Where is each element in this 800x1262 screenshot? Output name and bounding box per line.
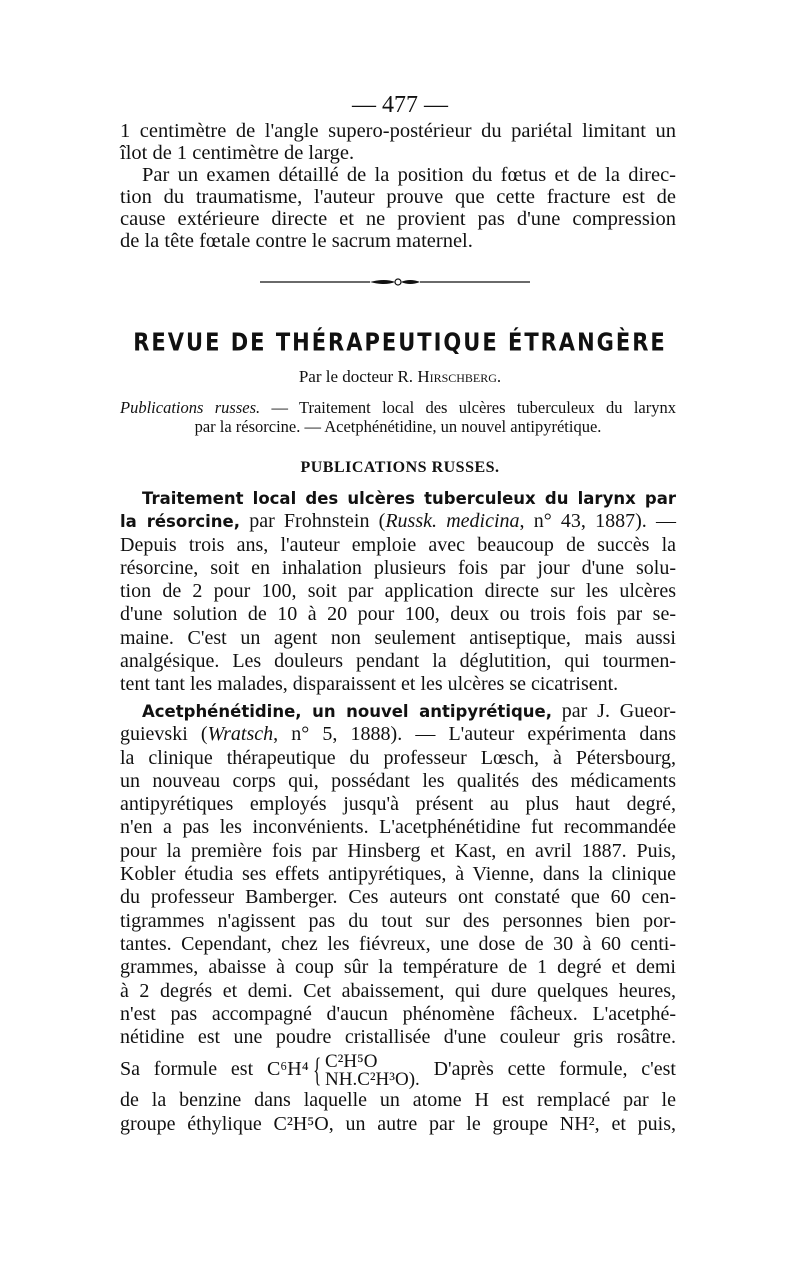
page-number: — 477 — (352, 92, 448, 118)
text-line: de la benzine dans laquelle un atome H est remplacé par le (120, 1089, 676, 1112)
article-title: Traitement local des ulcères tuberculeux du larynx par (142, 489, 676, 508)
article-resorcine (120, 487, 676, 697)
text-line: nétidine est une poudre cristallisée d'une couleur gris rosâtre. (120, 1026, 676, 1049)
journal-name: Russk. medicina (385, 510, 520, 533)
text-line: 1 centimètre de l'angle supero-postérieur du pariétal limitant un (120, 120, 676, 142)
text-line: la résorcine, par Frohnstein (Russk. medicina, n° 43, 1887). — (120, 510, 676, 533)
text-line: antipyrétiques employés jusqu'à présent au plus haut degré, (120, 793, 676, 816)
summary (120, 398, 676, 436)
section-title: REVUE DE THÉRAPEUTIQUE ÉTRANGÈRE (133, 327, 667, 357)
text-line: tion du traumatisme, l'auteur prouve que cette fracture est de (120, 186, 676, 208)
text-line: la clinique thérapeutique du professeur Lœsch, à Pétersbourg, (120, 746, 676, 769)
paragraph-fracture (120, 120, 676, 252)
text-line: Par un examen détaillé de la position du fœtus et de la direc- (142, 164, 676, 186)
text-line: un nouveau corps qui, possédant les qualités des médicaments (120, 769, 676, 792)
summary-category: Publications russes. (120, 398, 261, 417)
article-acetphenetidine (120, 700, 676, 1136)
byline (0, 367, 800, 387)
summary-line: par la résorcine. — Acetphénétidine, un nouvel antipyrétique. (194, 417, 602, 436)
text-line: guievski (Wratsch, n° 5, 1888). — L'auteur expérimenta dans (120, 723, 677, 746)
text-line: tent tant les malades, disparaissent et les ulcères se cicatrisent. (120, 673, 619, 696)
text-line: pour la première fois par Hinsberg et Kast, en avril 1887. Puis, (120, 839, 676, 862)
text-line: d'une solution de 10 à 20 pour 100, deux ou trois fois par se- (120, 603, 676, 626)
text-line: Acetphénétidine, un nouvel antipyrétique, par J. Gueor- (142, 700, 676, 722)
byline-prefix: Par le docteur R. (298, 367, 418, 386)
text-line: du professeur Bamberger. Ces auteurs ont constaté que 60 cen- (120, 886, 676, 909)
article-title: Acetphénétidine, un nouvel antipyrétique, (142, 702, 552, 721)
text-line: analgésique. Les douleurs pendant la déglutition, qui tourmen- (120, 650, 676, 673)
summary-line: Publications russes. — Traitement local des ulcères tuberculeux du larynx (120, 398, 676, 417)
text-line: résorcine, soit en inhalation plusieurs fois par jour d'une solu- (120, 556, 676, 579)
text-line: îlot de 1 centimètre de large. (120, 142, 355, 164)
text-line: grammes, abaisse à coup sûr la température de 1 degré et demi (120, 956, 676, 979)
text-line: Depuis trois ans, l'auteur emploie avec beaucoup de succès la (120, 533, 676, 556)
text-line: groupe éthylique C²H⁵O, un autre par le groupe NH², et puis, (120, 1112, 676, 1135)
article-title-line (120, 487, 676, 510)
subsection-heading: PUBLICATIONS RUSSES. (300, 459, 500, 476)
text-line: maine. C'est un agent non seulement antiseptique, mais aussi (120, 626, 676, 649)
ornament-divider (260, 276, 530, 288)
chemical-formula: { C²H⁵O NH.C²H³O). (312, 1050, 420, 1090)
author-name: Hirschberg. (417, 367, 502, 386)
text-line: Kobler étudia ses effets antipyrétiques, à Vienne, dans la clinique (120, 863, 676, 886)
formula-line: Sa formule est C⁶H⁴ { C²H⁵O NH.C²H³O). D'après cette formule, c'est (120, 1050, 676, 1090)
text-line: à 2 degrés et demi. Cet abaissement, qui dure quelques heures, (120, 979, 676, 1002)
formula-top: C²H⁵O (325, 1050, 378, 1072)
text-line: tantes. Cependant, chez les fiévreux, une dose de 30 à 60 centi- (120, 932, 676, 955)
text-line: n'est pas accompagné d'aucun phénomène fâcheux. L'acetphé- (120, 1002, 676, 1025)
text-line: cause extérieure directe et ne provient pas d'une compression (120, 208, 676, 230)
text-line: n'en a pas les inconvénients. L'acetphénétidine fut recommandée (120, 816, 676, 839)
text-line: de la tête fœtale contre le sacrum maternel. (120, 230, 473, 252)
text-line: tigrammes n'agissent pas du tout sur des personnes bien por- (120, 909, 676, 932)
journal-name: Wratsch (207, 723, 274, 746)
text-line: tion de 2 pour 100, soit par application directe sur les ulcères (120, 580, 676, 603)
formula-bottom: NH.C²H³O). (325, 1068, 420, 1090)
